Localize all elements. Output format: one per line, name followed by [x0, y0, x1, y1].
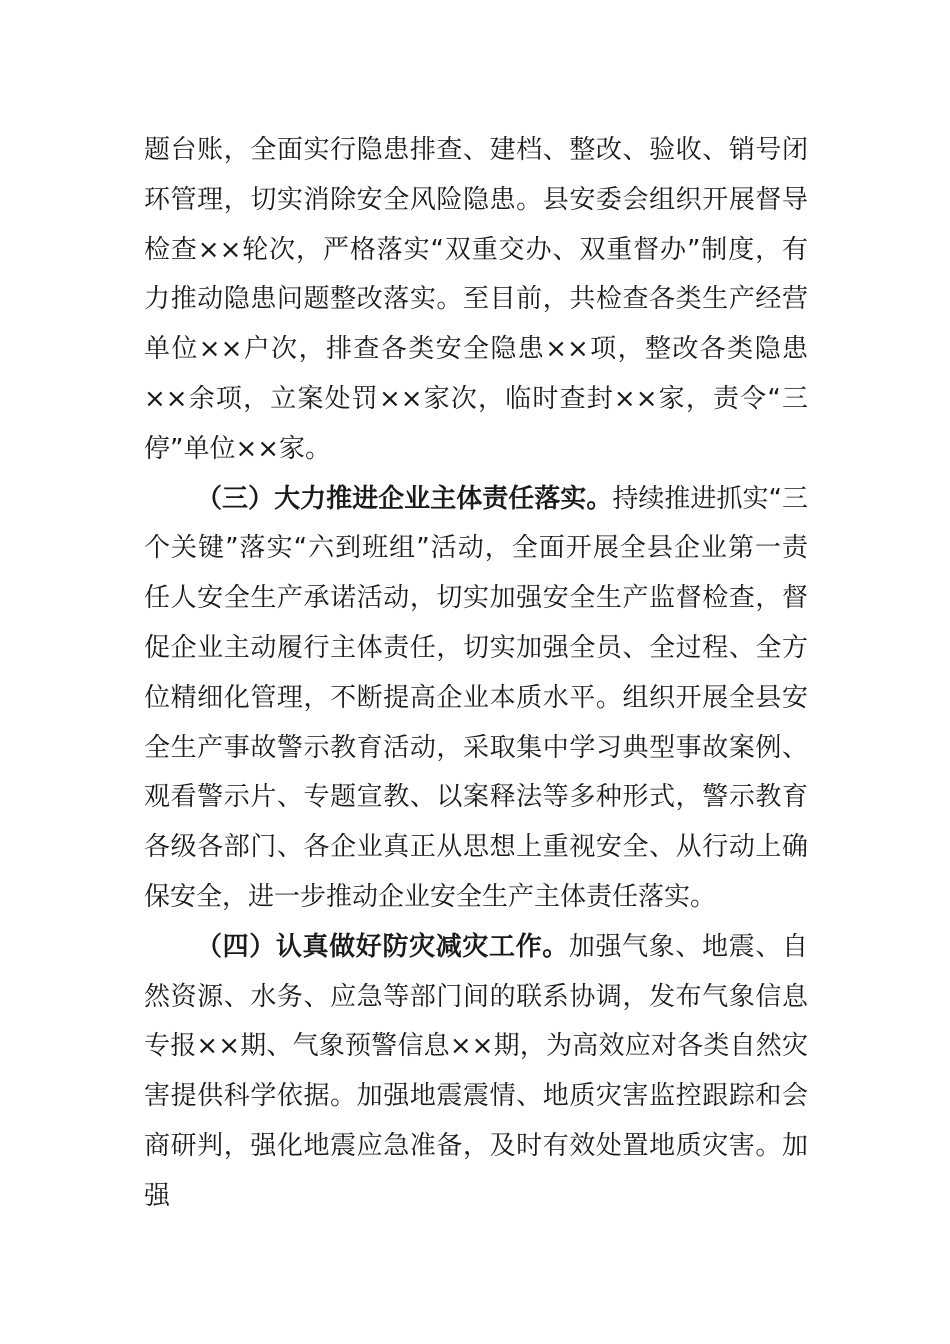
paragraph-text: 题台账，全面实行隐患排查、建档、整改、验收、销号闭环管理，切实消除安全风险隐患。县安委会组织开展督导检查××轮次，严格落实“双重交办、双重督办”制度，有力推动隐患问题整改落实。至目前，共检查各类生产经营单位××户次，排查各类安全隐患××项，整改各类隐患××余项，立案处罚××家次，临时查封××家，责令“三停”单位××家。 [144, 135, 808, 464]
document-body [144, 126, 808, 1222]
section-heading-four: （四）认真做好防灾减灾工作。 [196, 931, 569, 962]
paragraph-section-three [144, 475, 808, 923]
paragraph-text: 持续推进抓实“三个关键”落实“六到班组”活动，全面开展全县企业第一责任人安全生产承诺活动，切实加强安全生产监督检查，督促企业主动履行主体责任，切实加强全员、全过程、全方位精细化管理，不断提高企业本质水平。组织开展全县安全生产事故警示教育活动，采取集中学习典型事故案例、观看警示片、专题宣教、以案释法等多种形式，警示教育各级各部门、各企业真正从思想上重视安全、从行动上确保安全，进一步推动企业安全生产主体责任落实。 [144, 483, 808, 912]
paragraph-section-four [144, 923, 808, 1222]
section-heading-three: （三）大力推进企业主体责任落实。 [196, 483, 613, 514]
paragraph-continuation [144, 126, 808, 475]
paragraph-text: 加强气象、地震、自然资源、水务、应急等部门间的联系协调，发布气象信息专报××期、气象预警信息××期，为高效应对各类自然灾害提供科学依据。加强地震震情、地质灾害监控跟踪和会商研判，强化地震应急准备，及时有效处置地质灾害。加强 [144, 931, 808, 1211]
